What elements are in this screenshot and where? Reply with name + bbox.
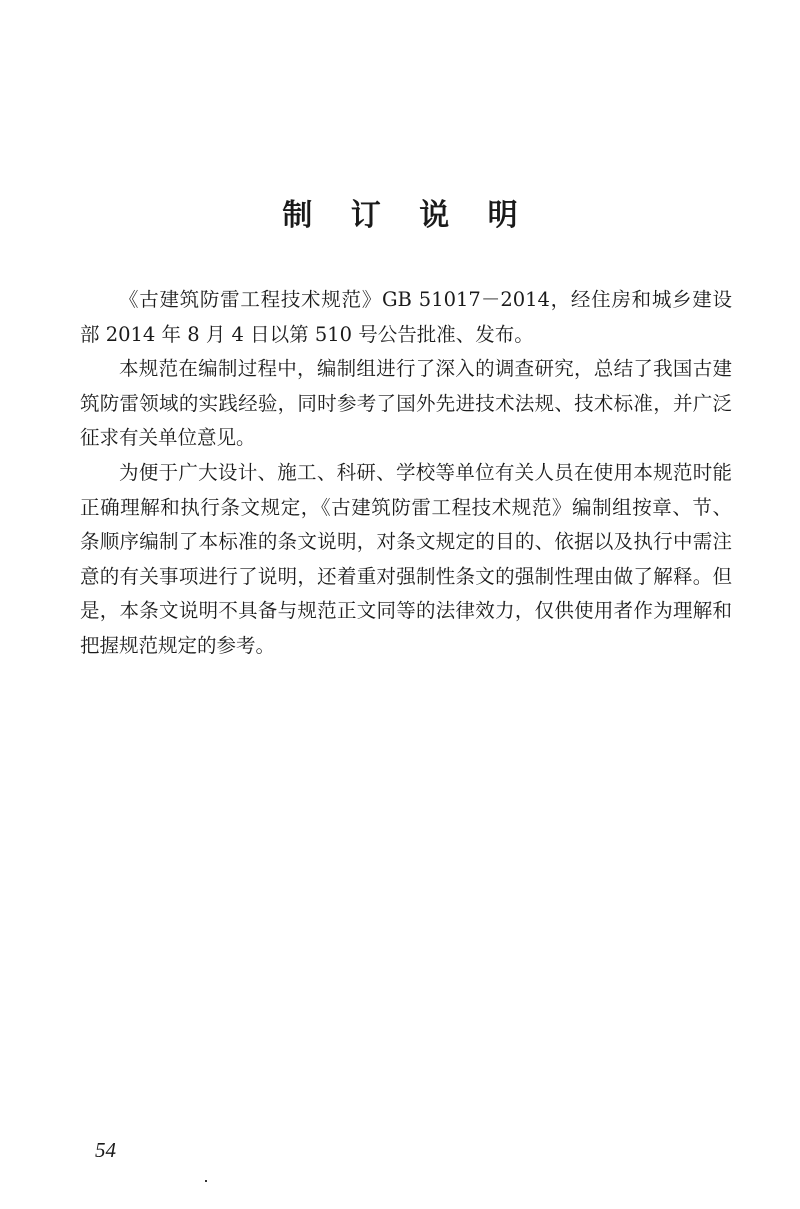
paragraph-approval: 《古建筑防雷工程技术规范》GB 51017－2014，经住房和城乡建设部 2014 年 8 月 4 日以第 510 号公告批准、发布。 bbox=[80, 288, 732, 346]
paragraph-compilation: 本规范在编制过程中，编制组进行了深入的调查研究，总结了我国古建筑防雷领域的实践经验，同时参考了国外先进技术法规、技术标准，并广泛征求有关单位意见。 bbox=[80, 357, 732, 450]
paragraph-purpose: 为便于广大设计、施工、科研、学校等单位有关人员在使用本规范时能正确理解和执行条文规定，《古建筑防雷工程技术规范》编制组按章、节、条顺序编制了本标准的条文说明，对条文规定的目的、依据以及执行中需注意的有关事项进行了说明，还着重对强制性条文的强制性理由做了解释。但是，本条文说明不具备与规范正文同等的法律效力，仅供使用者作为理解和把握规范规定的参考。 bbox=[80, 460, 732, 657]
page-number: 54 bbox=[95, 1138, 116, 1162]
page-title: 制 订 说 明 bbox=[282, 198, 532, 233]
scan-speck bbox=[205, 1180, 207, 1182]
body-text bbox=[80, 283, 732, 664]
